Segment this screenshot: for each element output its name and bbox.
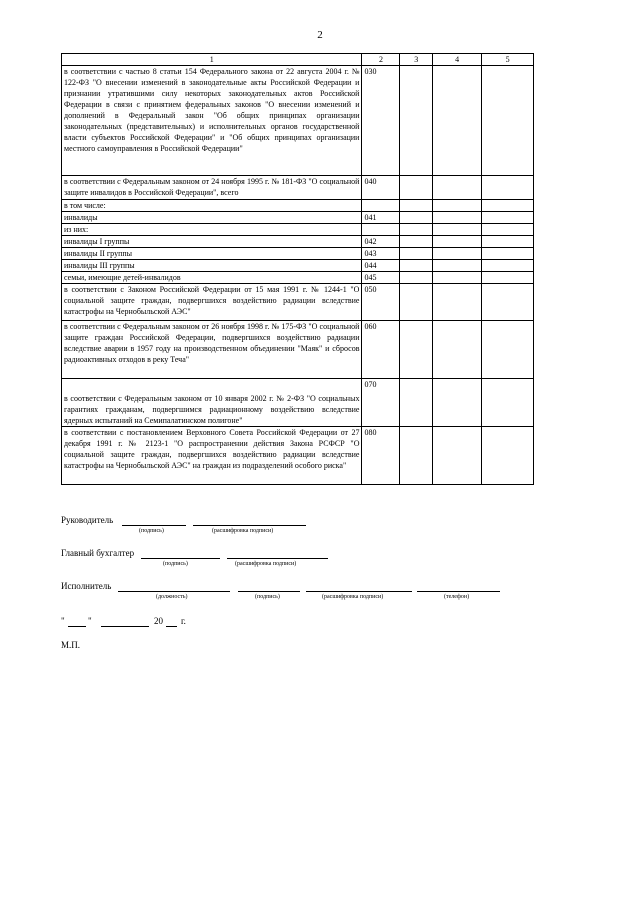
- table-row: [62, 272, 534, 284]
- row-code: 050: [362, 284, 400, 321]
- cell: [433, 427, 482, 485]
- table-row: [62, 224, 534, 236]
- cell: [400, 236, 433, 248]
- table-row: [62, 321, 534, 379]
- executor-phone-line: [417, 591, 500, 592]
- row-code: [362, 200, 400, 212]
- row-text: инвалиды III группы: [62, 260, 362, 272]
- row-text: инвалиды I группы: [62, 236, 362, 248]
- row-code: 060: [362, 321, 400, 379]
- table-row: [62, 66, 534, 176]
- executor-position-line: [118, 591, 230, 592]
- date-year-prefix: 20: [154, 616, 163, 626]
- cell: [400, 379, 433, 427]
- table-row: [62, 284, 534, 321]
- table-row: [62, 379, 534, 427]
- cell: [433, 212, 482, 224]
- header-row: [62, 54, 534, 66]
- cell: [433, 379, 482, 427]
- row-text: в соответствии с Законом Российской Федерации от 15 мая 1991 г. № 1244-1 "О социальной защите граждан, подвергшихся воздействию радиации вследствие катастрофы на Чернобыльской АЭС": [62, 284, 362, 321]
- accountant-transcript-caption: (расшифровка подписи): [235, 561, 297, 567]
- row-code: 043: [362, 248, 400, 260]
- row-code: 042: [362, 236, 400, 248]
- row-code: 070: [362, 379, 400, 427]
- cell: [433, 284, 482, 321]
- cell: [482, 427, 534, 485]
- table-row: [62, 212, 534, 224]
- row-code: 041: [362, 212, 400, 224]
- row-text: в соответствии с Федеральным законом от 26 ноября 1998 г. № 175-ФЗ "О социальной защите граждан Российской Федерации, подвергшихся воздействию радиации вследствие аварии в 1957 году на производственном объединении "Маяк" и сбросов радиоактивных отходов в реку Теча": [62, 321, 362, 379]
- row-code: 080: [362, 427, 400, 485]
- cell: [482, 379, 534, 427]
- executor-label: Исполнитель: [61, 581, 112, 591]
- cell: [433, 200, 482, 212]
- head-signature-caption: (подпись): [139, 528, 164, 534]
- executor-transcript-line: [306, 591, 412, 592]
- cell: [433, 248, 482, 260]
- head-transcript-caption: (расшифровка подписи): [212, 528, 274, 534]
- table-row: [62, 260, 534, 272]
- row-text: из них:: [62, 224, 362, 236]
- table-row: [62, 248, 534, 260]
- row-text: в соответствии с Федеральным законом от 24 ноября 1995 г. № 181-ФЗ "О социальной защите инвалидов в Российской Федерации", всего: [62, 176, 362, 200]
- date-month-line: [101, 626, 149, 627]
- head-label: Руководитель: [61, 515, 114, 525]
- row-text: в том числе:: [62, 200, 362, 212]
- row-text: инвалиды II группы: [62, 248, 362, 260]
- row-code: [362, 224, 400, 236]
- cell: [400, 248, 433, 260]
- table-row: [62, 427, 534, 485]
- cell: [482, 284, 534, 321]
- cell: [400, 284, 433, 321]
- cell: [482, 224, 534, 236]
- cell: [433, 236, 482, 248]
- executor-position-caption: (должность): [156, 594, 188, 600]
- header-col-2: 2: [362, 54, 400, 66]
- date-year-line: [166, 626, 177, 627]
- row-text: семьи, имеющие детей-инвалидов: [62, 272, 362, 284]
- cell: [482, 66, 534, 176]
- cell: [433, 260, 482, 272]
- cell: [433, 66, 482, 176]
- cell: [482, 176, 534, 200]
- table-row: [62, 176, 534, 200]
- cell: [482, 236, 534, 248]
- page-number: 2: [317, 29, 323, 41]
- cell: [400, 224, 433, 236]
- row-code: 030: [362, 66, 400, 176]
- cell: [433, 176, 482, 200]
- cell: [482, 248, 534, 260]
- date-year-suffix: г.: [181, 616, 186, 626]
- cell: [400, 176, 433, 200]
- header-col-3: 3: [400, 54, 433, 66]
- cell: [433, 224, 482, 236]
- date-quote-close: ": [88, 616, 92, 626]
- cell: [433, 272, 482, 284]
- row-text: инвалиды: [62, 212, 362, 224]
- executor-signature-line: [238, 591, 300, 592]
- date-day-line: [68, 626, 86, 627]
- cell: [400, 66, 433, 176]
- table-row: [62, 200, 534, 212]
- row-code: 044: [362, 260, 400, 272]
- cell: [400, 321, 433, 379]
- date-quote-open: ": [61, 616, 65, 626]
- cell: [400, 427, 433, 485]
- cell: [482, 321, 534, 379]
- cell: [400, 260, 433, 272]
- row-text: в соответствии с постановлением Верховного Совета Российской Федерации от 27 декабря 1991 г. № 2123-1 "О распространении действия Закона РСФСР "О социальной защите граждан, подвергшихся воздействию радиации вследствие катастрофы на Чернобыльской АЭС" на граждан из подразделений особого риска": [62, 427, 362, 485]
- cell: [482, 200, 534, 212]
- executor-signature-caption: (подпись): [255, 594, 280, 600]
- cell: [400, 200, 433, 212]
- cell: [433, 321, 482, 379]
- table-row: [62, 236, 534, 248]
- row-code: 040: [362, 176, 400, 200]
- header-col-1: 1: [62, 54, 362, 66]
- header-col-5: 5: [482, 54, 534, 66]
- report-table: [61, 53, 534, 485]
- row-text: в соответствии с Федеральным законом от 10 января 2002 г. № 2-ФЗ "О социальных гарантиях гражданам, подвергшимся радиационному воздействию вследствие ядерных испытаний на Семипалатинском полигоне": [62, 379, 362, 427]
- executor-phone-caption: (телефон): [444, 594, 470, 600]
- cell: [400, 272, 433, 284]
- stamp-label: М.П.: [61, 640, 81, 650]
- cell: [400, 212, 433, 224]
- accountant-label: Главный бухгалтер: [61, 548, 135, 558]
- cell: [482, 212, 534, 224]
- accountant-transcript-line: [227, 558, 328, 559]
- cell: [482, 272, 534, 284]
- accountant-signature-caption: (подпись): [163, 561, 188, 567]
- head-signature-line: [122, 525, 186, 526]
- cell: [482, 260, 534, 272]
- executor-transcript-caption: (расшифровка подписи): [322, 594, 384, 600]
- accountant-signature-line: [141, 558, 220, 559]
- head-transcript-line: [193, 525, 306, 526]
- row-text: в соответствии с частью 8 статьи 154 Федерального закона от 22 августа 2004 г. № 122-ФЗ "О внесении изменений в законодательные акты Российской Федерации и признании утратившими силу некоторых законодательных актов Российской Федерации в связи с принятием федеральных законов "О внесении изменений и дополнений в Федеральный закон "Об общих принципах организации законодательных (представительных) и исполнительных органов государственной власти субъектов Российской Федерации" и "Об общих принципах организации местного самоуправления в Российской Федерации": [62, 66, 362, 176]
- header-col-4: 4: [433, 54, 482, 66]
- row-code: 045: [362, 272, 400, 284]
